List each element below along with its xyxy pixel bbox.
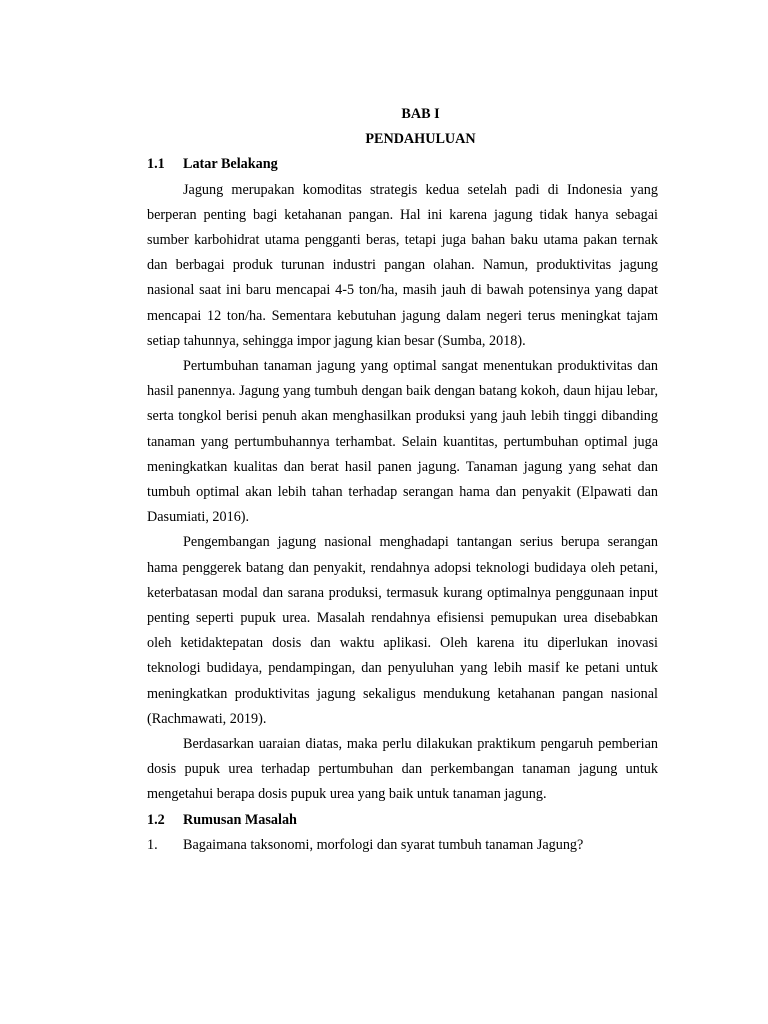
section-number: 1.2 — [147, 811, 165, 828]
paragraph: Jagung merupakan komoditas strategis kedua setelah padi di Indonesia yang berperan penting bagi ketahanan pangan. Hal ini karena jagung tidak hanya sebagai sumber karbohidrat utama pengganti beras, tetapi juga bahan baku utama pakan ternak dan berbagai produk turunan industri pangan olahan. Namun, produktivitas jagung nasional saat ini baru mencapai 4-5 ton/ha, masih jauh di bawah potensinya yang dapat mencapai 12 ton/ha. Sementara kebutuhan jagung dalam negeri terus meningkat tajam setiap tahunnya, sehingga impor jagung kian besar (Sumba, 2018). — [147, 181, 658, 349]
paragraph: Pengembangan jagung nasional menghadapi tantangan serius berupa serangan hama penggerek batang dan penyakit, rendahnya adopsi teknologi budidaya oleh petani, keterbatasan modal dan sarana produksi, termasuk kurang optimalnya penggunaan input penting seperti pupuk urea. Masalah rendahnya efisiensi pemupukan urea disebabkan oleh ketidaktepatan dosis dan waktu aplikasi. Oleh karena itu diperlukan inovasi teknologi budidaya, pendampingan, dan penyuluhan yang lebih masif ke petani untuk meningkatkan produktivitas jagung sekaligus mendukung ketahanan pangan nasional (Rachmawati, 2019). — [147, 534, 658, 727]
chapter-label: BAB I — [401, 106, 440, 122]
section-heading-latar-belakang — [147, 152, 658, 177]
paragraph: Pertumbuhan tanaman jagung yang optimal sangat menentukan produktivitas dan hasil panennya. Jagung yang tumbuh dengan baik dengan batang kokoh, daun hijau lebar, serta tongkol berisi penuh akan menghasilkan produksi yang jauh lebih tinggi dibanding tanaman yang pertumbuhannya terhambat. Selain kuantitas, pertumbuhan optimal juga meningkatkan kualitas dan berat hasil panen jagung. Tanaman jagung yang sehat dan tumbuh optimal akan lebih tahan terhadap serangan hama dan penyakit (Elpawati dan Dasumiati, 2016). — [147, 358, 658, 526]
page-content — [147, 102, 658, 858]
section-heading-rumusan-masalah — [147, 808, 658, 833]
list-item-number: 1. — [147, 836, 158, 853]
chapter-title: PENDAHULUAN — [365, 131, 476, 148]
paragraph: Berdasarkan uaraian diatas, maka perlu dilakukan praktikum pengaruh pemberian dosis pupuk urea terhadap pertumbuhan dan perkembangan tanaman jagung untuk mengetahui berapa dosis pupuk urea yang baik untuk tanaman jagung. — [147, 736, 658, 803]
section-title: Latar Belakang — [183, 156, 278, 173]
list-item — [147, 833, 658, 858]
section-number: 1.1 — [147, 156, 165, 173]
section-title: Rumusan Masalah — [183, 811, 297, 828]
list-item-text: Bagaimana taksonomi, morfologi dan syarat tumbuh tanaman Jagung? — [183, 836, 584, 853]
